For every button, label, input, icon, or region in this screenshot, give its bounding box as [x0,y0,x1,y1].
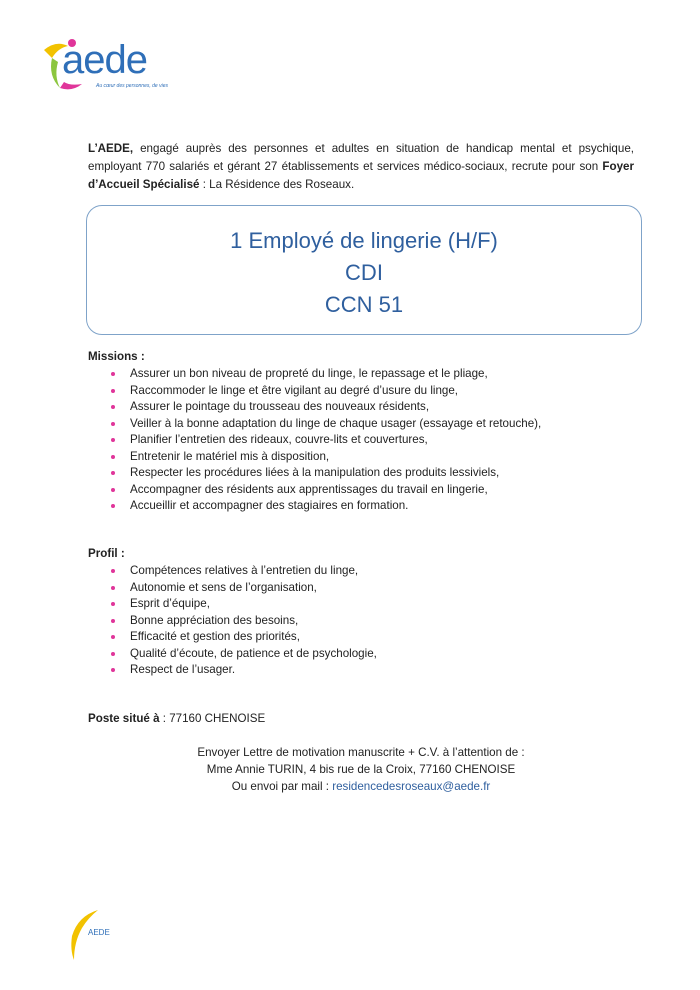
missions-item-text: Assurer le pointage du trousseau des nouveaux résidents, [130,400,430,413]
bullet-icon [111,602,115,606]
missions-item [88,383,541,400]
profil-item-text: Esprit d’équipe, [130,597,210,610]
aede-logo [38,36,168,94]
missions-item [88,482,541,499]
bullet-icon [111,488,115,492]
bullet-icon [111,405,115,409]
profil-item-text: Efficacité et gestion des priorités, [130,630,300,643]
missions-item-text: Respecter les procédures liées à la manipulation des produits lessiviels, [130,466,500,479]
profil-item-text: Compétences relatives à l’entretien du linge, [130,564,359,577]
profil-item [88,596,377,613]
bullet-icon [111,569,115,573]
bullet-icon [111,652,115,656]
logo-tagline: Au cœur des personnes, de vies [96,83,168,89]
logo-wordmark: aede [62,38,147,82]
missions-list [88,366,541,515]
missions-item [88,449,541,466]
contact-line-3 [88,778,634,795]
application-contact [88,744,634,795]
job-location [88,712,265,725]
intro-text-2: : La Résidence des Roseaux. [199,178,355,191]
profil-list [88,563,377,679]
job-location-value: : 77160 CHENOISE [159,712,266,725]
contact-mail-prefix: Ou envoi par mail : [231,780,333,793]
contact-line-1: Envoyer Lettre de motivation manuscrite + C.V. à l’attention de : [197,746,525,759]
missions-item-text: Veiller à la bonne adaptation du linge de chaque usager (essayage et retouche), [130,416,542,430]
profil-item-text: Respect de l’usager. [130,663,236,676]
profil-item-text: Bonne appréciation des besoins, [130,613,299,627]
profil-item [88,662,377,679]
missions-heading: Missions : [88,350,145,363]
missions-item [88,399,541,416]
profil-item [88,563,377,580]
bullet-icon [111,504,115,508]
bullet-icon [111,635,115,639]
profil-item [88,646,377,663]
contact-line-2: Mme Annie TURIN, 4 bis rue de la Croix, 77160 CHENOISE [206,763,516,776]
missions-item [88,432,541,449]
bullet-icon [111,668,115,672]
missions-item [88,366,541,383]
org-name: L’AEDE, [88,142,134,155]
bullet-icon [111,438,115,442]
bullet-icon [111,586,115,590]
profil-item [88,580,377,597]
missions-item [88,498,541,515]
missions-item-text: Assurer un bon niveau de propreté du linge, le repassage et le pliage, [130,367,488,380]
intro-text-1: engagé auprès des personnes et adultes en situation de handicap mental et psychique, employant 770 salariés et gérant 27 établissements et services médico-sociaux, recrute pour son [88,142,634,173]
profil-item-text: Autonomie et sens de l’organisation, [130,580,317,594]
intro-paragraph [88,140,634,194]
bullet-icon [111,619,115,623]
profil-item [88,613,377,630]
bullet-icon [111,389,115,393]
missions-item-text: Raccommoder le linge et être vigilant au degré d’usure du linge, [130,383,459,397]
collective-convention: CCN 51 [324,292,404,317]
missions-item-text: Planifier l’entretien des rideaux, couvre-lits et couvertures, [130,433,428,446]
job-location-label: Poste situé à [88,712,160,725]
job-title: 1 Employé de lingerie (H/F) [230,228,498,253]
profil-item [88,629,377,646]
missions-item-text: Accompagner des résidents aux apprentissages du travail en lingerie, [130,482,488,496]
contact-email-link[interactable]: residencedesroseaux@aede.fr [332,780,491,793]
missions-item-text: Accueillir et accompagner des stagiaires en formation. [130,499,409,512]
bullet-icon [111,455,115,459]
profil-item-text: Qualité d’écoute, de patience et de psychologie, [130,646,377,660]
facility-type: Foyer d’Accueil Spécialisé [88,160,634,191]
bullet-icon [111,471,115,475]
missions-item-text: Entretenir le matériel mis à disposition, [130,449,330,463]
missions-item [88,465,541,482]
job-title-box [86,205,642,335]
missions-item [88,416,541,433]
bullet-icon [111,422,115,426]
contract-type: CDI [345,260,383,285]
footer-label: AEDE [88,928,110,937]
profil-heading: Profil : [88,547,125,560]
bullet-icon [111,372,115,376]
